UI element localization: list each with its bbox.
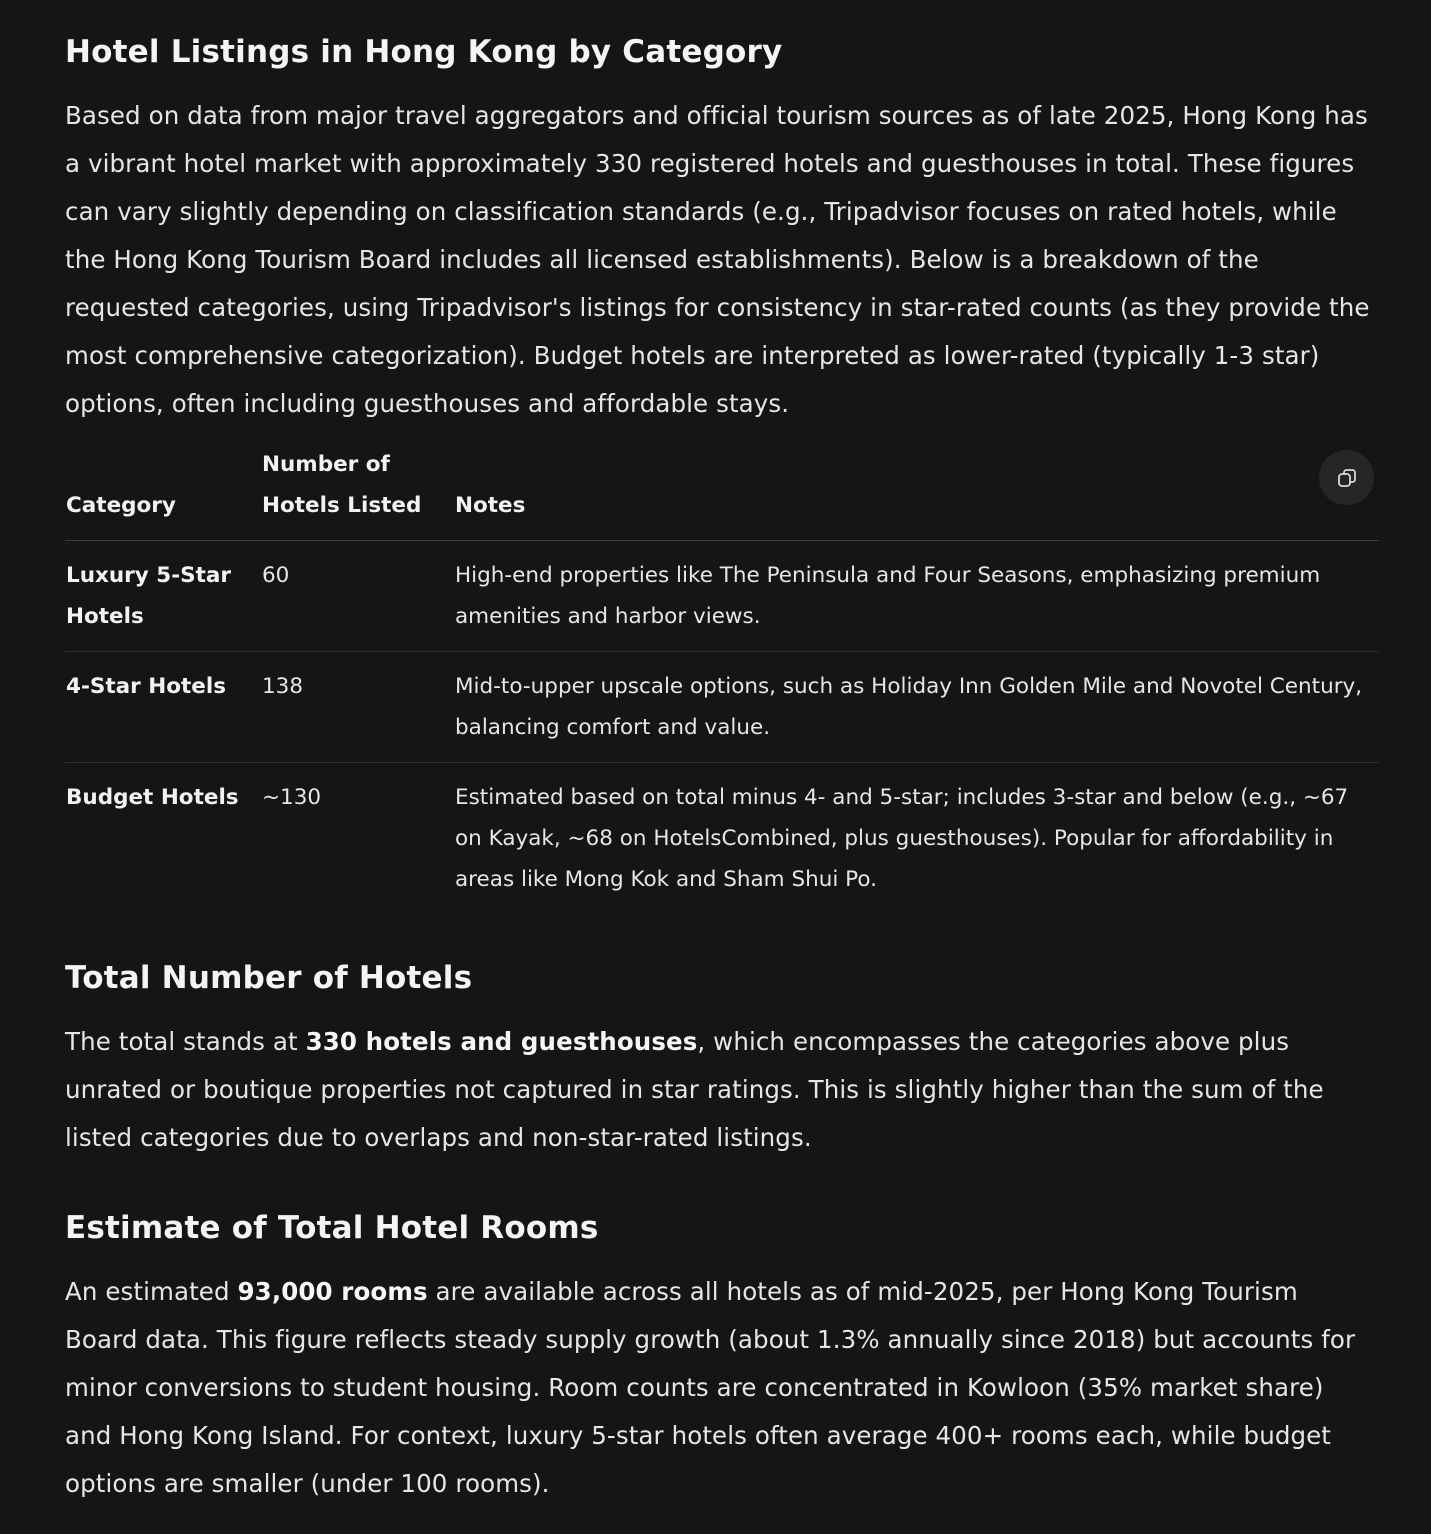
total-hotels-paragraph <box>65 1018 1365 1162</box>
table-row <box>65 541 1379 652</box>
copy-table-button[interactable] <box>1319 450 1374 505</box>
table-header-row <box>65 440 1379 541</box>
header-notes: Notes <box>455 440 1379 541</box>
row-category: 4-Star Hotels <box>65 652 262 763</box>
total-hotels-bold: 330 hotels and guesthouses <box>305 1027 698 1056</box>
total-text-before: The total stands at <box>65 1027 306 1056</box>
row-category: Luxury 5-Star Hotels <box>65 541 262 652</box>
row-category: Budget Hotels <box>66 785 239 810</box>
table-row <box>65 763 1379 915</box>
rooms-text-before: An estimated <box>65 1277 238 1306</box>
heading-total-hotels: Total Number of Hotels <box>65 960 473 996</box>
copy-icon <box>1335 466 1359 490</box>
row-notes: Estimated based on total minus 4- and 5-star; includes 3-star and below (e.g., ~67 on Kayak, ~68 on HotelsCombined, plus guesthouses). Popular for affordability in areas like Mong Kok and Sham Shui Po. <box>455 785 1349 892</box>
table-row <box>65 652 1379 763</box>
heading-hotel-listings: Hotel Listings in Hong Kong by Category <box>65 34 783 70</box>
hotel-category-table <box>65 440 1379 914</box>
row-count: ~130 <box>262 785 322 810</box>
row-count: 138 <box>262 652 455 763</box>
row-notes: High-end properties like The Peninsula and Four Seasons, emphasizing premium amenities and harbor views. <box>455 541 1379 652</box>
header-category: Category <box>65 440 262 541</box>
row-count: 60 <box>262 541 455 652</box>
total-rooms-bold: 93,000 rooms <box>237 1277 428 1306</box>
total-text-after: , which encompasses the categories above plus unrated or boutique properties not captured in star ratings. This is slightly higher than the sum of the listed categories due to overlaps and non-star-rated listings. <box>65 1027 1324 1152</box>
header-count: Number of Hotels Listed <box>262 440 455 541</box>
total-rooms-paragraph <box>65 1268 1375 1508</box>
intro-paragraph: Based on data from major travel aggregators and official tourism sources as of late 2025, Hong Kong has a vibrant hotel market with approximately 330 registered hotels and guesthouses in total. These figures can vary slightly depending on classification standards (e.g., Tripadvisor focuses on rated hotels, while the Hong Kong Tourism Board includes all licensed establishments). Below is a breakdown of the requested categories, using Tripadvisor's listings for consistency in star-rated counts (as they provide the most comprehensive categorization). Budget hotels are interpreted as lower-rated (typically 1-3 star) options, often including guesthouses and affordable stays. <box>65 101 1370 418</box>
rooms-text-after: are available across all hotels as of mid-2025, per Hong Kong Tourism Board data. This figure reflects steady supply growth (about 1.3% annually since 2018) but accounts for minor conversions to student housing. Room counts are concentrated in Kowloon (35% market share) and Hong Kong Island. For context, luxury 5-star hotels often average 400+ rooms each, while budget options are smaller (under 100 rooms). <box>65 1277 1356 1498</box>
heading-total-rooms: Estimate of Total Hotel Rooms <box>65 1210 599 1246</box>
row-notes: Mid-to-upper upscale options, such as Holiday Inn Golden Mile and Novotel Century, balancing comfort and value. <box>455 652 1379 763</box>
